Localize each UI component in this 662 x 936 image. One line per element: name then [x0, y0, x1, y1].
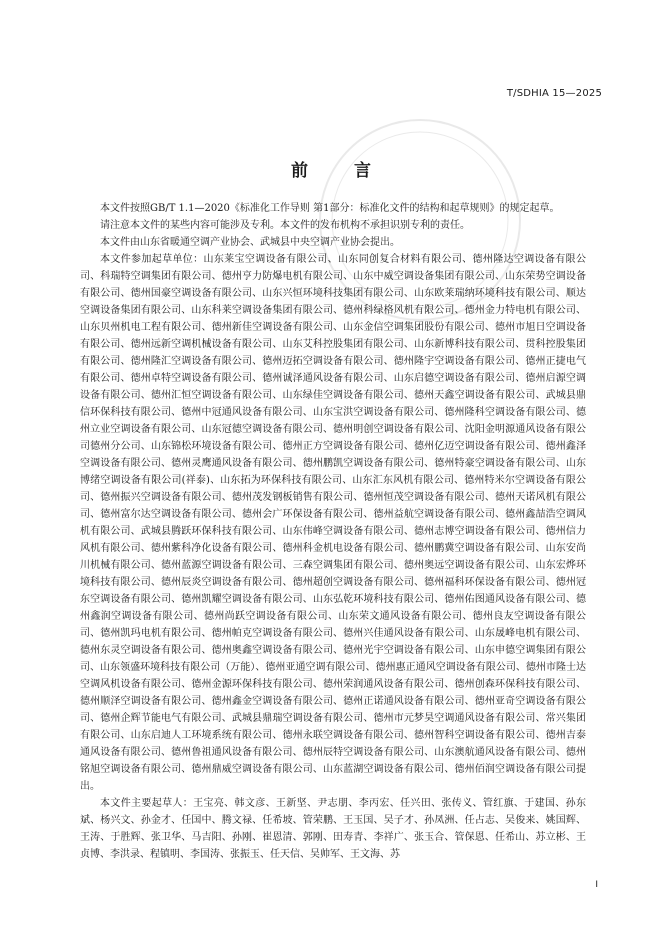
document-code: T/SDHIA 15—2025	[506, 88, 602, 99]
paragraph-drafters: 本文件主要起草人：王宝亮、韩文彦、王新坚、尹志朋、李丙宏、任兴田、张传义、管红旗、于建国、孙东斌、杨兴文、孙金才、任国中、腾文禄、任希坡、管荣鹏、王玉国、吴子才、孙凤洲、任占志、吴俊来、姚国辉、王涛、于胜辉、张卫华、马吉阳、孙刚、崔恩清、郭刚、田寿青、李祥广、张玉合、管保恩、任希山、苏立彬、王贞博、李洪录、程镇明、李国涛、张振玉、任天信、吴帅军、王文海、苏	[80, 798, 586, 860]
page-number: I	[595, 880, 598, 890]
document-body	[80, 200, 586, 863]
paragraph-proposer: 本文件由山东省暖通空调产业协会、武城县中央空调产业协会提出。	[100, 237, 400, 248]
page-title: 前 言	[291, 161, 391, 181]
paragraph-drafting-units: 本文件参加起草单位：山东莱宝空调设备有限公司、山东同创复合材料有限公司、德州隆达空调设备有限公司、科瑞特空调集团有限公司、德州亨力防爆电机有限公司、山东中威空调设备集团有限公司、山东荣势空调设备有限公司、德州国豪空调设备有限公司、山东兴恒环境科技集团有限公司、山东欧莱瑞纳环境科技有限公司、顺达空调设备集团有限公司、山东科莱空调设备集团有限公司、德州科绿格风机有限公司、德州金力特电机有限公司、山东贝州机电工程有限公司、德州新佳空调设备有限公司、山东金信空调集团股份有限公司、德州市旭日空调设备有限公司、德州远新空调机械设备有限公司、山东艾科控股集团有限公司、山东新博科技有限公司、贯科控股集团有限公司、德州隆汇空调设备有限公司、德州迈拓空调设备有限公司、德州隆宇空调设备有限公司、德州正捷电气有限公司、德州卓特空调设备有限公司、德州诚泽通风设备有限公司、山东启德空调设备有限公司、德州启源空调设备有限公司、德州汇恒空调设备有限公司、山东绿佳空调设备有限公司、德州天鑫空调设备有限公司、武城县鼎信环保科技有限公司、德州中冠通风设备有限公司、山东宝洪空调设备有限公司、德州隆科空调设备有限公司、德州立业空调设备有限公司、山东冠德空调设备有限公司、德州明创空调设备有限公司、沈阳金明源通风设备有限公司德州分公司、山东锦松环境设备有限公司、德州正方空调设备有限公司、德州亿迈空调设备有限公司、德州鑫泽空调设备有限公司、德州灵鹰通风设备有限公司、德州鹏凯空调设备有限公司、德州特豪空调设备有限公司、山东博绪空调设备有限公司(祥泰)、山东拓为环保科技有限公司、山东汇东风机有限公司、德州特米尔空调设备有限公司、德州振兴空调设备有限公司、德州茂发钢板销售有限公司、德州恒茂空调设备有限公司、德州天诺风机有限公司、德州富尔达空调设备有限公司、德州会广环保设备有限公司、德州益航空调设备有限公司、德州鑫喆浩空调风机有限公司、武城县腾跃环保科技有限公司、山东伟峰空调设备有限公司、德州志博空调设备有限公司、德州信力风机有限公司、德州紫科净化设备有限公司、德州科金机电设备有限公司、德州鹏冀空调设备有限公司、山东安尚川机械有限公司、德州蓝源空调设备有限公司、三森空调集团有限公司、德州奥远空调设备有限公司、山东宏烨环境科技有限公司、德州辰炎空调设备有限公司、德州超创空调设备有限公司、德州福科环保设备有限公司、德州冠东空调设备有限公司、德州凯耀空调设备有限公司、山东弘乾环境科技有限公司、德州佑图通风设备有限公司、德州鑫润空调设备有限公司、德州尚跃空调设备有限公司、山东荣文通风设备有限公司、德州良友空调设备有限公司、德州凯玛电机有限公司、德州帕克空调设备有限公司、德州兴佳通风设备有限公司、山东晟峰电机有限公司、德州东灵空调设备有限公司、德州奥鑫空调设备有限公司、德州光宇空调设备有限公司、山东申德空调集团有限公司、山东领盛环境科技有限公司（万能）、德州亚通空调有限公司、德州惠正通风空调设备有限公司、德州市隆士达空调风机设备有限公司、德州金源环保科技有限公司、德州荣润通风设备有限公司、德州创森环保科技有限公司、德州顺泽空调设备有限公司、德州鑫金空调设备有限公司、德州正诺通风设备有限公司、德州亚奇空调设备有限公司、德州企辉节能电气有限公司、武城县鼎瑞空调设备有限公司、德州市元梦昊空调通风设备有限公司、常兴集团有限公司、山东启迪人工环境系统有限公司、德州永联空调设备有限公司、德州智科空调设备有限公司、德州吉泰通风设备有限公司、德州鲁祖通风设备有限公司、德州辰特空调设备有限公司、山东澳航通风设备有限公司、德州铭旭空调设备有限公司、德州鼎威空调设备有限公司、山东蓝湖空调设备有限公司、德州佰润空调设备有限公司提出。	[80, 254, 586, 792]
paragraph-drafting-rule: 本文件按照GB/T 1.1—2020《标准化工作导则 第1部分：标准化文件的结构和起草规则》的规定起草。	[100, 203, 560, 214]
paragraph-patent-notice: 请注意本文件的某些内容可能涉及专利。本文件的发布机构不承担识别专利的责任。	[100, 220, 470, 231]
